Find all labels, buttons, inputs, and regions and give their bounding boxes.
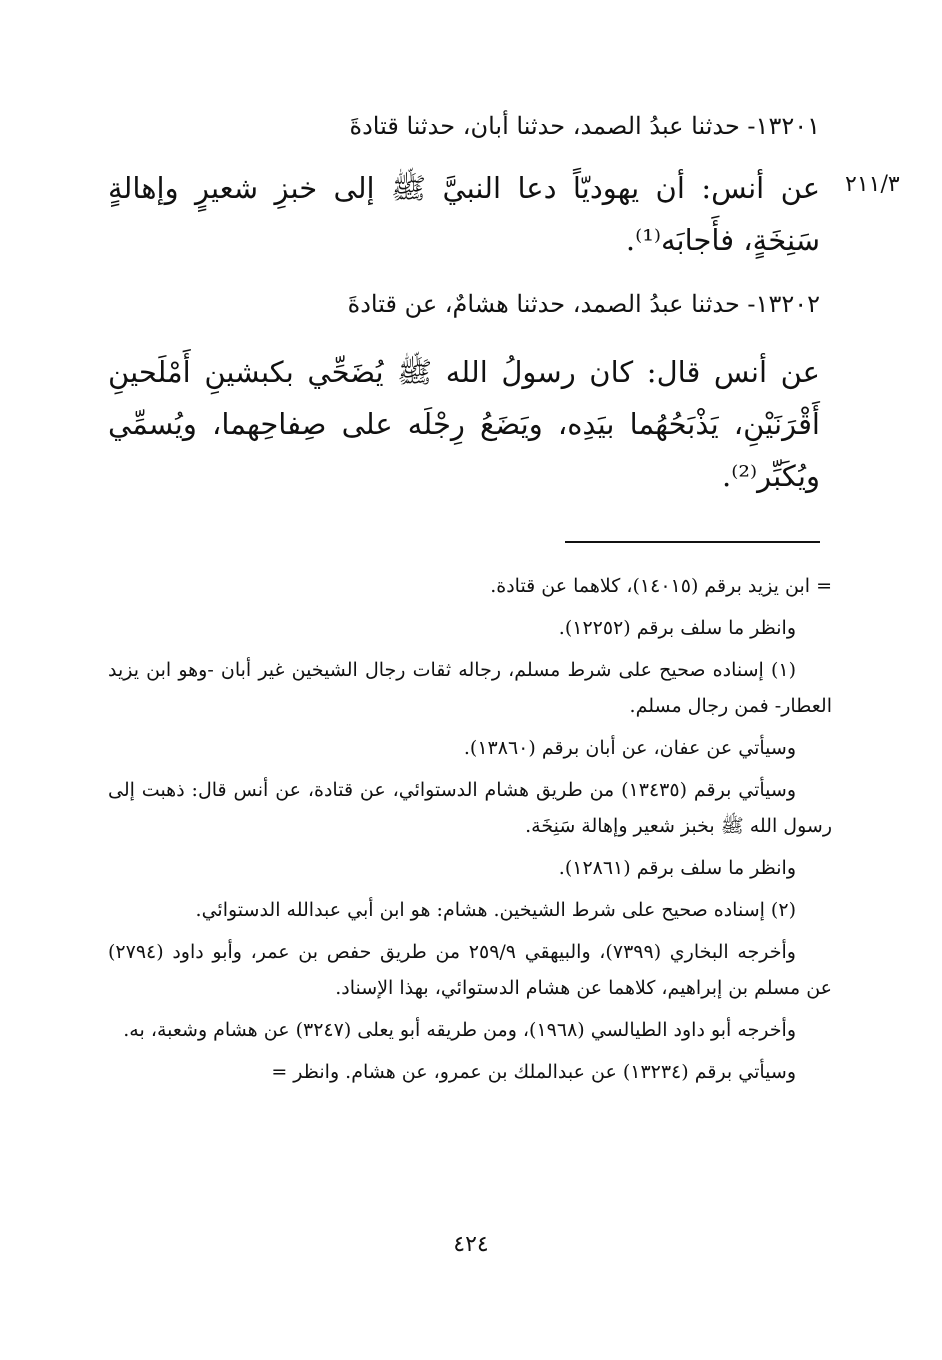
footnote-paragraph: وسيأتي برقم (١٣٢٣٤) عن عبدالملك بن عمرو، عن هشام. وانظر =	[271, 1061, 796, 1083]
footnote-paragraph: وأخرجه البخاري (٧٣٩٩)، والبيهقي ٢٥٩/٩ من طريق حفص بن عمر، وأبو داود (٢٧٩٤) عن مسلم بن إبراهيم، كلاهما عن هشام الدستوائي، بهذا الإسناد.	[108, 941, 832, 999]
footnote-paragraph: وسيأتي برقم (١٣٤٣٥) من طريق هشام الدستوائي، عن قتادة، عن أنس قال: ذهبت إلى رسول الله ﷺ بخبز شعير وإهالة سَنِخَة.	[108, 779, 832, 837]
footnotes	[108, 568, 832, 1096]
page-number: ٤٢٤	[453, 1232, 489, 1257]
hadith-1-matn: عن أنس: أن يهوديّاً دعا النبيَّ ﷺ إلى خبزِ شعيرٍ وإهالةٍ سَنِخَةٍ، فأَجابَه⁽¹⁾.	[108, 171, 820, 257]
hadith-2-matn: عن أنس قال: كان رسولُ الله ﷺ يُضَحِّي بكبشينِ أَمْلَحينِ أَقْرَنَيْنِ، يَذْبَحُهُما بيَدِه، ويَضَعُ رِجْلَه على صِفاحِهما، ويُسمِّي ويُكَبِّر⁽²⁾.	[108, 355, 820, 493]
footnote-paragraph: وانظر ما سلف برقم (١٢٢٥٢).	[558, 617, 796, 639]
footnote-paragraph: وسيأتي عن عفان، عن أبان برقم (١٣٨٦٠).	[463, 737, 796, 759]
footnote-paragraph: (١) إسناده صحيح على شرط مسلم، رجاله ثقات رجال الشيخين غير أبان -وهو ابن يزيد العطار- فمن رجال مسلم.	[108, 659, 832, 717]
footnote-divider	[565, 541, 820, 543]
footnote-paragraph: وأخرجه أبو داود الطيالسي (١٩٦٨)، ومن طريقه أبو يعلى (٣٢٤٧) عن هشام وشعبة، به.	[123, 1019, 796, 1041]
margin-reference: ٢١١/٣	[845, 172, 900, 197]
footnote-paragraph: وانظر ما سلف برقم (١٢٨٦١).	[558, 857, 796, 879]
footnote-paragraph: (٢) إسناده صحيح على شرط الشيخين. هشام: هو ابن أبي عبدالله الدستوائي.	[195, 899, 796, 921]
footnote-paragraph: = ابن يزيد برقم (١٤٠١٥)، كلاهما عن قتادة.	[490, 575, 832, 597]
hadith-1-isnad: ١٣٢٠١- حدثنا عبدُ الصمد، حدثنا أبان، حدثنا قتادةَ	[349, 112, 820, 140]
hadith-2-isnad: ١٣٢٠٢- حدثنا عبدُ الصمد، حدثنا هشامٌ، عن قتادةَ	[347, 290, 820, 318]
